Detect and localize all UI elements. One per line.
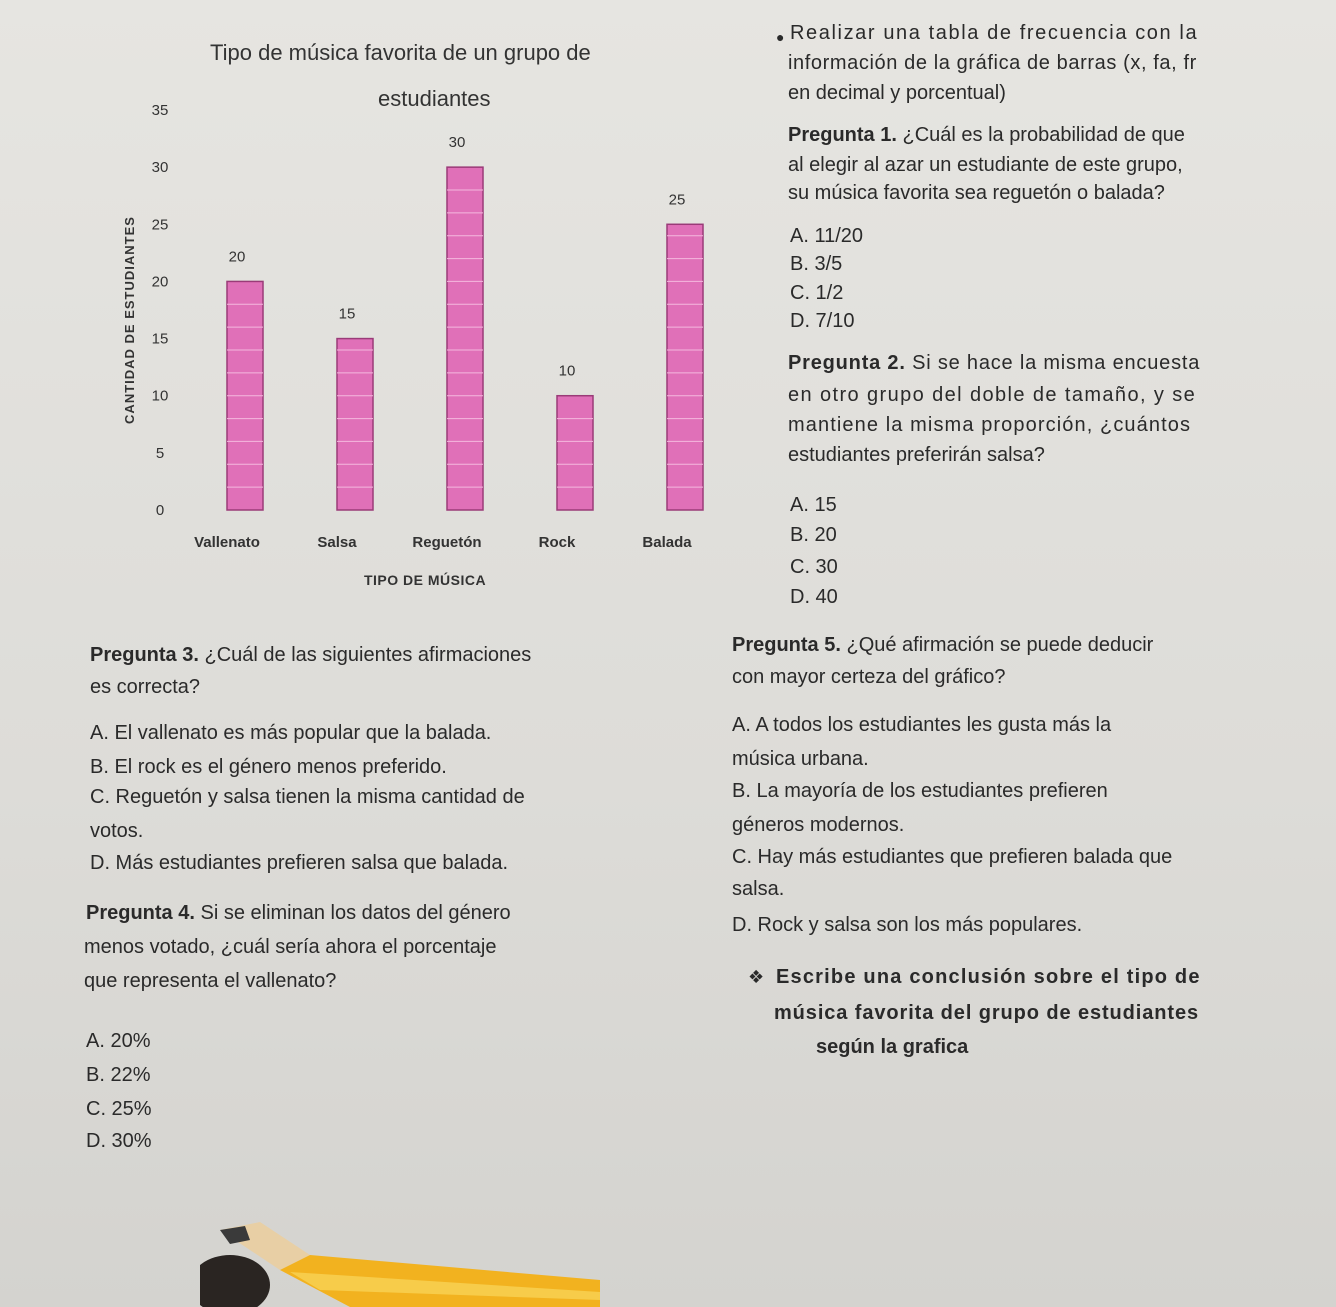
chart-title-line1: Tipo de música favorita de un grupo de (210, 40, 591, 65)
question-2-line1 (788, 348, 1200, 378)
data-label: 30 (448, 134, 466, 152)
question-3-option-c: C. Reguetón y salsa tienen la misma cantidad de (90, 786, 525, 808)
question-4-option-d: D. 30% (86, 1130, 152, 1152)
bar-chart (110, 90, 750, 600)
data-label: 25 (668, 191, 686, 209)
question-2-option-c: C. 30 (790, 556, 838, 578)
question-4-line1 (86, 898, 511, 928)
pencil-icon (200, 1210, 600, 1307)
question-3-option-a: A. El vallenato es más popular que la balada. (90, 722, 492, 744)
question-5-option-a: A. A todos los estudiantes les gusta más la (732, 714, 1112, 736)
y-tick-label: 10 (151, 387, 169, 405)
instruction-line1: Realizar una tabla de frecuencia con la (790, 22, 1199, 44)
data-label: 15 (338, 305, 356, 323)
bar-rock (557, 396, 593, 510)
question-3-line1 (90, 640, 531, 670)
y-tick-label: 5 (155, 444, 165, 462)
question-4-line3: que representa el vallenato? (84, 970, 337, 992)
question-2-option-a: A. 15 (790, 494, 837, 516)
y-tick-label: 0 (155, 502, 165, 519)
question-1-line1 (788, 120, 1185, 150)
y-tick-label: 30 (151, 159, 169, 177)
question-2-line3: mantiene la misma proporción, ¿cuántos (788, 414, 1192, 436)
question-3-option-c-cont: votos. (90, 820, 144, 842)
question-3-text: ¿Cuál de las siguientes afirmaciones (198, 644, 532, 666)
x-axis-label: TIPO DE MÚSICA (363, 572, 487, 588)
bar-balada (667, 224, 703, 510)
question-5-text: ¿Qué afirmación se puede deducir (840, 634, 1154, 656)
y-axis-label: CANTIDAD DE ESTUDIANTES (122, 216, 137, 424)
y-tick-label: 20 (151, 273, 169, 291)
question-4-option-a: A. 20% (86, 1030, 151, 1052)
question-5-option-a-cont: música urbana. (732, 748, 869, 770)
x-tick-label: Rock (538, 534, 576, 551)
question-5-line1 (732, 630, 1153, 660)
instruction-line3: en decimal y porcentual) (788, 82, 1006, 104)
x-tick-label: Reguetón (412, 534, 482, 551)
question-5-option-d: D. Rock y salsa son los más populares. (732, 914, 1083, 936)
question-1-option-d: D. 7/10 (790, 310, 855, 332)
question-5-option-b-cont: géneros modernos. (732, 814, 905, 836)
question-1-text: ¿Cuál es la probabilidad de que (896, 124, 1185, 146)
question-1-line2: al elegir al azar un estudiante de este grupo, (788, 154, 1183, 176)
question-4-line2: menos votado, ¿cuál sería ahora el porcentaje (84, 936, 497, 958)
data-label: 10 (558, 362, 576, 380)
question-5-line2: con mayor certeza del gráfico? (732, 666, 1006, 688)
question-3-line2: es correcta? (90, 676, 201, 698)
question-1-line3: su música favorita sea reguetón o balada? (788, 182, 1165, 204)
instruction-bullet-icon: ● (776, 29, 785, 45)
question-1-option-b: B. 3/5 (790, 253, 843, 275)
y-tick-label: 15 (151, 330, 169, 348)
bar-salsa (337, 339, 373, 510)
question-1-option-c: C. 1/2 (790, 282, 844, 304)
y-tick-label: 35 (151, 102, 169, 119)
question-5-option-c: C. Hay más estudiantes que prefieren balada que (732, 846, 1173, 868)
question-5-option-b: B. La mayoría de los estudiantes prefieren (732, 780, 1108, 802)
conclusion-line3: según la grafica (816, 1036, 969, 1058)
question-2-option-b: B. 20 (790, 524, 837, 546)
chart-title-line2: estudiantes (378, 86, 491, 111)
question-2-option-d: D. 40 (790, 586, 838, 608)
question-2-text: Si se hace la misma encuesta (905, 352, 1201, 374)
question-3-option-b: B. El rock es el género menos preferido. (90, 756, 447, 778)
diamond-bullet-icon: ❖ (748, 967, 765, 987)
question-5-label: Pregunta 5. (732, 634, 841, 656)
question-2-line2: en otro grupo del doble de tamaño, y se (788, 384, 1197, 406)
question-4-label: Pregunta 4. (86, 902, 195, 924)
question-4-text: Si se eliminan los datos del género (194, 902, 511, 924)
question-2-label: Pregunta 2. (788, 352, 906, 374)
conclusion-line1: Escribe una conclusión sobre el tipo de (776, 966, 1201, 988)
x-tick-label: Balada (642, 534, 692, 551)
question-1-option-a: A. 11/20 (790, 225, 864, 247)
data-label: 20 (228, 248, 246, 266)
x-tick-label: Salsa (317, 534, 357, 551)
bar-reguetón (447, 167, 483, 510)
question-3-label: Pregunta 3. (90, 644, 199, 666)
question-2-line4: estudiantes preferirán salsa? (788, 444, 1045, 466)
y-tick-label: 25 (151, 216, 169, 234)
question-1-label: Pregunta 1. (788, 124, 897, 146)
question-4-option-c: C. 25% (86, 1098, 152, 1120)
x-tick-label: Vallenato (194, 534, 260, 551)
instruction-line2: información de la gráfica de barras (x, fa, fr (788, 52, 1197, 74)
question-5-option-c-cont: salsa. (732, 878, 785, 900)
question-3-option-d: D. Más estudiantes prefieren salsa que balada. (90, 852, 509, 874)
question-4-option-b: B. 22% (86, 1064, 151, 1086)
conclusion-line2: música favorita del grupo de estudiantes (774, 1002, 1199, 1024)
